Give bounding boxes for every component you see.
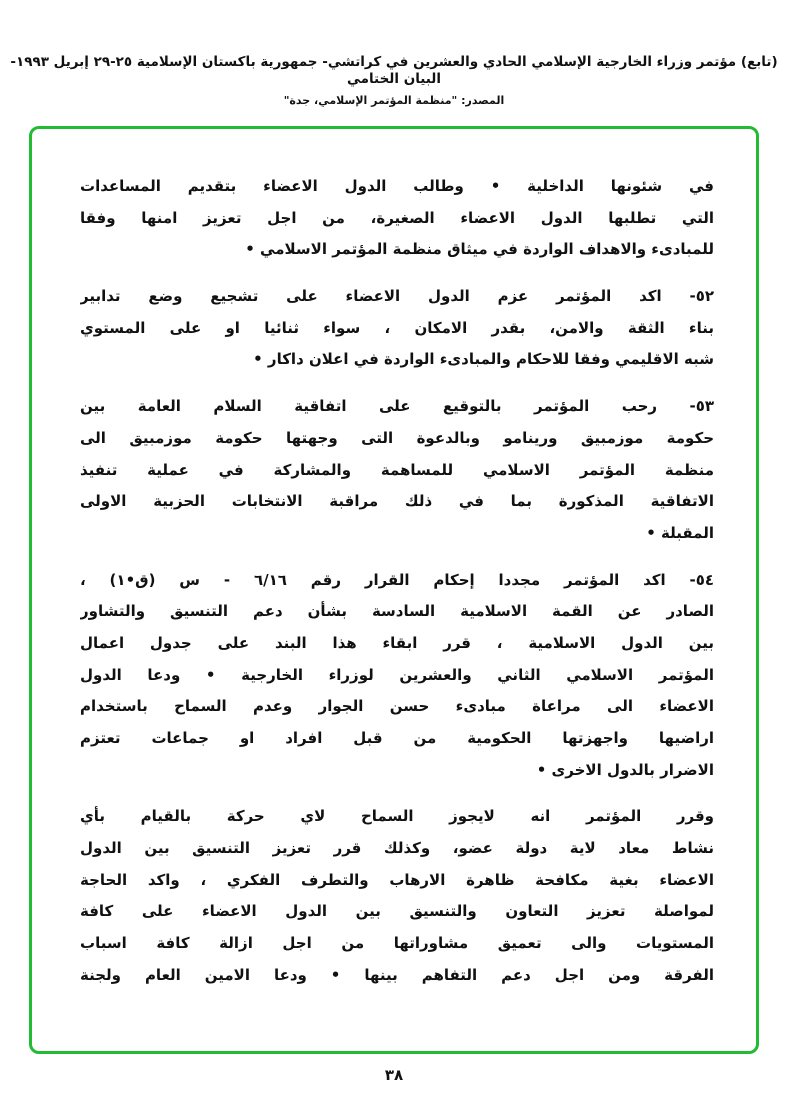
text-line: نشاط معاد لاية دولة عضو، وكذلك قرر تعزيز التنسيق بين الدول [80, 839, 714, 858]
text-line: الاضرار بالدول الاخرى • [536, 760, 714, 779]
text-line: في شئونها الداخلية • وطالب الدول الاعضاء بتقديم المساعدات [80, 177, 714, 195]
text-line: الصادر عن القمة الاسلامية السادسة بشأن دعم التنسيق والتشاور [80, 602, 714, 621]
paragraph [80, 282, 714, 377]
paragraph [80, 172, 714, 267]
text-line: الاتفاقية المذكورة بما في ذلك مراقبة الانتخابات الحزبية الاولى [80, 492, 714, 511]
text-line: ٥٢- اكد المؤتمر عزم الدول الاعضاء على تشجيع وضع تدابير [80, 287, 714, 306]
document-body [80, 172, 714, 1008]
text-line: شبه الاقليمي وفقا للاحكام والمبادىء الواردة في اعلان داكار • [253, 350, 714, 369]
text-line: وقرر المؤتمر انه لايجوز السماح لاي حركة بالقيام بأي [80, 807, 714, 826]
text-line: اراضيها واجهزتها الحكومية من قبل افراد او جماعات تعتزم [80, 729, 714, 747]
text-line: الاعضاء بغية مكافحة ظاهرة الارهاب والتطرف الفكري ، واكد الحاجة [80, 870, 714, 889]
text-line: بين الدول الاسلامية ، قرر ابقاء هذا البند على جدول اعمال [80, 633, 714, 652]
text-line: المؤتمر الاسلامي الثاني والعشرين لوزراء الخارجية • ودعا الدول [80, 665, 714, 684]
text-line: الاعضاء الى مراعاة مبادىء حسن الجوار وعدم السماح باستخدام [80, 697, 714, 716]
text-line: التي تطلبها الدول الاعضاء الصغيرة، من اجل تعزيز امنها وفقا [80, 208, 714, 227]
document-header [6, 54, 782, 108]
text-line: الفرقة ومن اجل دعم التفاهم بينها • ودعا الامين العام ولجنة [80, 965, 714, 984]
text-line: ٥٤- اكد المؤتمر مجددا إحكام القرار رقم ٦/١٦ - س (ق•١) ، [80, 570, 714, 589]
text-line: للمبادىء والاهداف الواردة في ميثاق منظمة المؤتمر الاسلامي • [245, 240, 714, 259]
paragraph [80, 802, 714, 992]
paragraph [80, 392, 714, 550]
text-line: لمواصلة تعزيز التعاون والتنسيق بين الدول الاعضاء على كافة [80, 902, 714, 921]
text-line: ٥٣- رحب المؤتمر بالتوقيع على اتفاقية السلام العامة بين [80, 397, 714, 416]
text-line: حكومة موزمبيق ورينامو وبالدعوة التى وجهتها حكومة موزمبيق الى [80, 428, 714, 447]
page-number: ٣٨ [384, 1066, 404, 1084]
text-line: بناء الثقة والامن، بقدر الامكان ، سواء ثنائيا او على المستوي [80, 318, 714, 337]
document-source: المصدر: "منظمة المؤتمر الإسلامي، جدة" [283, 94, 505, 107]
paragraph [80, 566, 714, 788]
text-line: المقبلة • [646, 523, 714, 542]
text-line: المستويات والى تعميق مشاوراتها من اجل ازالة كافة اسباب [80, 934, 714, 953]
text-line: منظمة المؤتمر الاسلامي للمساهمة والمشاركة في عملية تنفيذ [80, 460, 714, 479]
document-header-title: (تابع) مؤتمر وزراء الخارجية الإسلامي الحادي والعشرين في كراتشي- جمهورية باكستان الإسلامية ٢٥-٢٩ إبريل ١٩٩٣- البيان الختامي [10, 54, 778, 87]
